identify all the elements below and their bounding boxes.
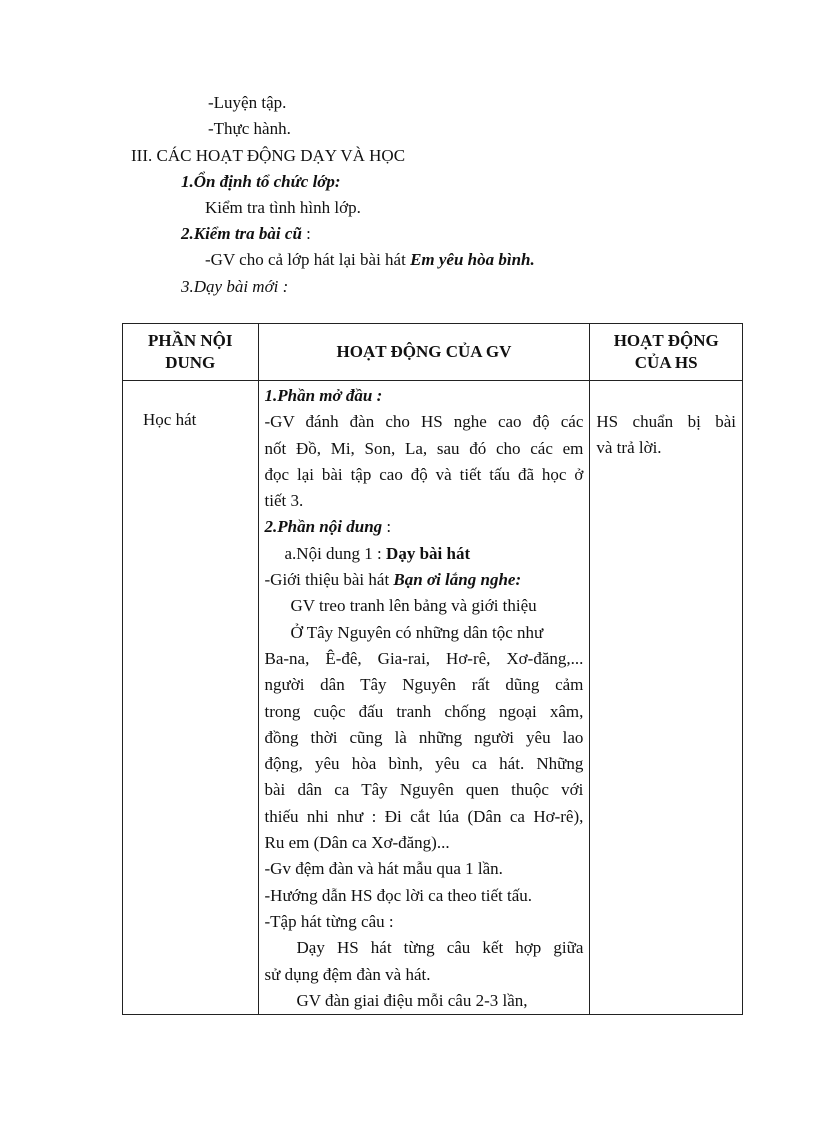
gv-play-melody: GV đàn giai điệu mỗi câu 2-3 lần, — [296, 990, 528, 1010]
intro-line — [265, 567, 584, 593]
section-title: III. CÁC HOẠT ĐỘNG DẠY VÀ HỌC — [131, 146, 406, 165]
header-student-activity — [590, 324, 743, 381]
header-student-line2: CỦA HS — [634, 353, 698, 372]
practice-lines: -Tập hát từng câu : — [264, 911, 394, 931]
teach-line1: Dạy HS hát từng câu kết hợp giữa — [296, 938, 584, 958]
student-line2: và trả lời. — [596, 438, 662, 457]
gv-hang-picture: GV treo tranh lên bảng và giới thiệu — [290, 596, 537, 616]
step2-title: 2.Kiểm tra bài cũ — [181, 224, 302, 243]
method-hands-on: -Thực hành. — [208, 119, 291, 138]
tay-nguyen-line6: động, yêu hòa bình, yêu ca hát. Những — [264, 754, 584, 774]
step2-colon: : — [301, 224, 311, 243]
header-content-line1: PHẦN NỘI — [147, 331, 233, 350]
tay-nguyen-line9: Ru em (Dân ca Xơ-đăng)... — [264, 833, 450, 853]
tay-nguyen-line1: Ở Tây Nguyên có những dân tộc như — [290, 622, 544, 642]
part1-line4: tiết 3. — [264, 491, 304, 511]
content-label: Học hát — [143, 410, 197, 429]
header-content — [123, 324, 259, 381]
header-teacher-activity-label: HOẠT ĐỘNG CỦA GV — [336, 342, 512, 361]
table-header-row — [123, 324, 743, 381]
header-content-line2: DUNG — [165, 353, 216, 372]
content1-bold: Dạy bài hát — [386, 543, 471, 563]
tay-nguyen-line2: Ba-na, Ê-đê, Gia-rai, Hơ-rê, Xơ-đăng,... — [264, 648, 584, 668]
guide-reading: -Hướng dẫn HS đọc lời ca theo tiết tấu. — [264, 885, 533, 905]
part2-colon: : — [382, 517, 392, 537]
tay-nguyen-line4: trong cuộc đấu tranh chống ngoại xâm, — [264, 701, 584, 721]
tay-nguyen-line7: bài dân ca Tây Nguyên quen thuộc với — [264, 780, 584, 800]
step2-heading — [181, 223, 311, 245]
student-activity-cell — [590, 381, 743, 1015]
step3-title: 3.Dạy bài mới : — [181, 277, 289, 296]
method-practice: -Luyện tập. — [208, 93, 287, 112]
step2-text-prefix: -GV cho cả lớp hát lại bài hát — [205, 250, 411, 269]
step1-title: 1.Ổn định tổ chức lớp: — [181, 172, 341, 191]
part1-title: 1.Phần mở đầu : — [264, 386, 383, 405]
intro-prefix: -Giới thiệu bài hát — [264, 570, 394, 590]
student-line1: HS chuẩn bị bài — [596, 412, 736, 431]
step2-text — [205, 249, 535, 271]
content1-line — [265, 541, 584, 567]
part2-heading — [265, 514, 584, 540]
part1-line2: nốt Đồ, Mi, Son, La, sau đó cho các em — [264, 438, 584, 458]
content-cell — [123, 381, 259, 1015]
gv-accompany: -Gv đệm đàn và hát mẫu qua 1 lần. — [264, 859, 503, 879]
part2-title: 2.Phần nội dung — [264, 517, 383, 537]
tay-nguyen-line8: thiếu nhi như : Đi cắt lúa (Dân ca Hơ-rê), — [264, 806, 584, 826]
header-teacher-activity — [258, 324, 590, 381]
teach-line2: sử dụng đệm đàn và hát. — [264, 964, 431, 984]
step2-song: Em yêu hòa bình. — [410, 250, 535, 269]
intro-song: Bạn ơi lắng nghe: — [393, 570, 522, 590]
part1-line1: -GV đánh đàn cho HS nghe cao độ các — [264, 412, 584, 432]
step1-text: Kiểm tra tình hình lớp. — [205, 198, 361, 217]
tay-nguyen-line5: đồng thời cũng là những người yêu lao — [264, 727, 584, 747]
teacher-activity-cell — [258, 381, 590, 1015]
content1-prefix: a.Nội dung 1 : — [284, 543, 387, 563]
table-row — [123, 381, 743, 1015]
part1-line3: đọc lại bài tập cao độ và tiết tấu đã học ở — [264, 464, 584, 484]
tay-nguyen-line3: người dân Tây Nguyên rất dũng cảm — [264, 675, 584, 695]
header-student-line1: HOẠT ĐỘNG — [613, 331, 719, 350]
activities-table — [122, 323, 743, 1015]
